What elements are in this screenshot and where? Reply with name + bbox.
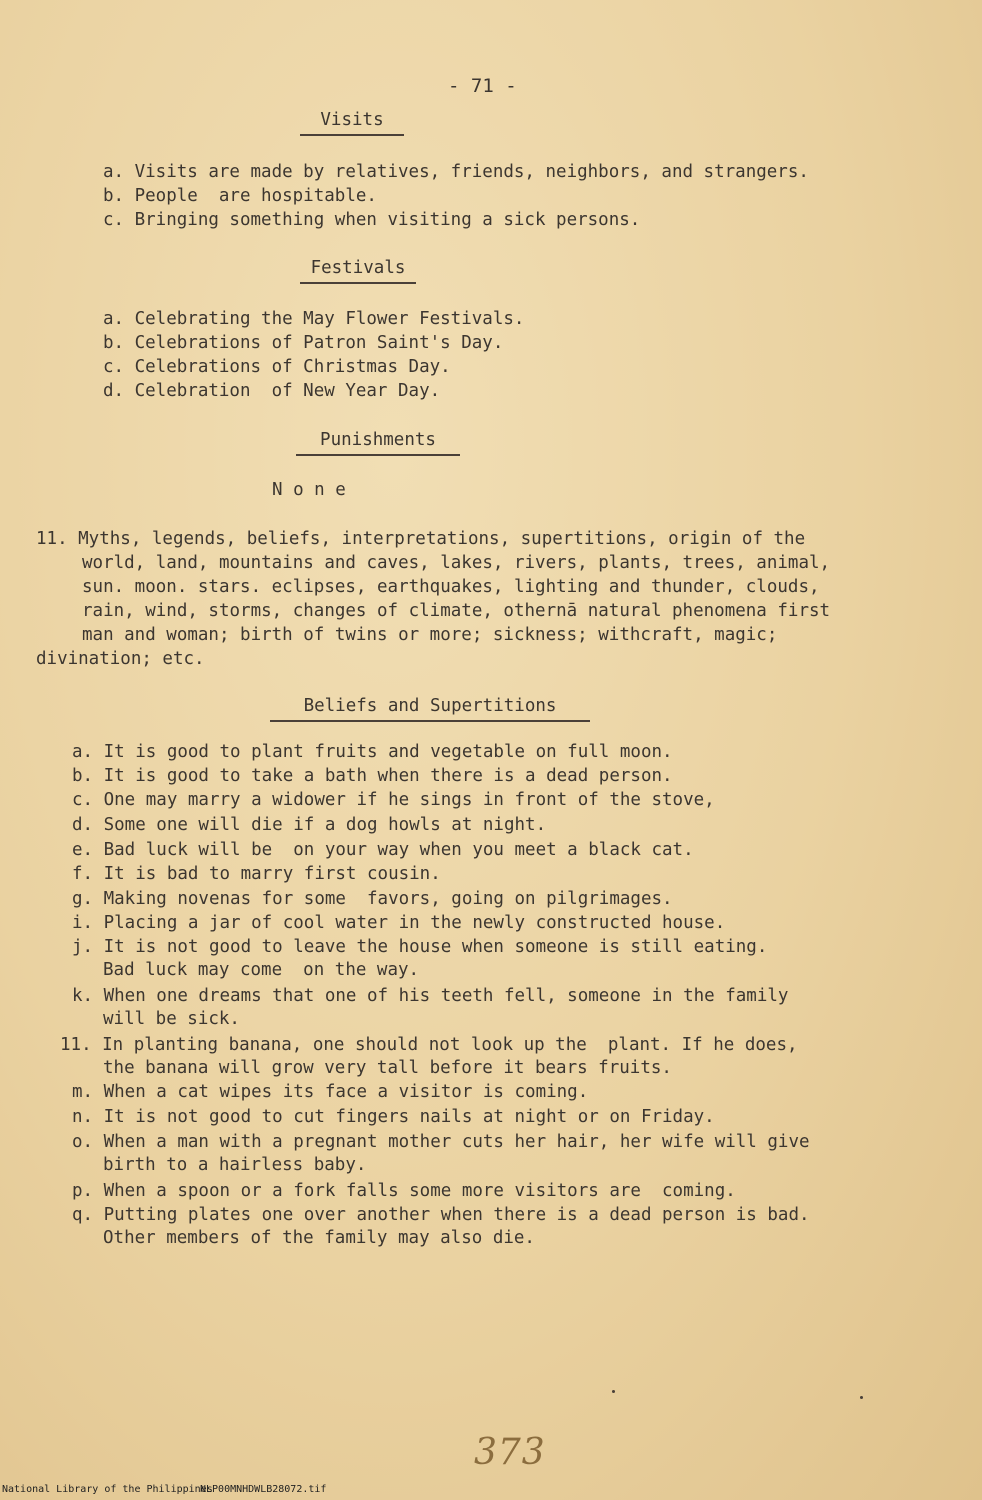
belief-o: o. When a man with a pregnant mother cuts her hair, her wife will give (72, 1132, 810, 1152)
belief-k-cont: will be sick. (103, 1009, 240, 1029)
belief-11-cont: the banana will grow very tall before it bears fruits. (103, 1058, 672, 1078)
section-11-line-4: rain, wind, storms, changes of climate, othernā natural phenomena first (82, 601, 831, 621)
belief-g: g. Making novenas for some favors, going on pilgrimages. (72, 889, 673, 909)
festivals-heading-underline (300, 282, 416, 284)
punishments-heading-text: Punishments (320, 430, 436, 450)
belief-c: c. One may marry a widower if he sings in front of the stove, (72, 790, 715, 810)
belief-11: 11. In planting banana, one should not look up the plant. If he does, (60, 1035, 798, 1055)
section-11-line-2: world, land, mountains and caves, lakes, rivers, plants, trees, animal, (82, 553, 831, 573)
belief-p: p. When a spoon or a fork falls some more visitors are coming. (72, 1181, 736, 1201)
belief-m: m. When a cat wipes its face a visitor is coming. (72, 1082, 589, 1102)
visits-item-a: a. Visits are made by relatives, friends, neighbors, and strangers. (103, 162, 809, 182)
belief-q-cont: Other members of the family may also die. (103, 1228, 535, 1248)
belief-e: e. Bad luck will be on your way when you meet a black cat. (72, 840, 694, 860)
festivals-heading-text: Festivals (310, 258, 406, 278)
festivals-item-a: a. Celebrating the May Flower Festivals. (103, 309, 525, 329)
footer-library: National Library of the Philippines (2, 1484, 213, 1495)
festivals-heading (300, 256, 416, 284)
beliefs-heading-underline (270, 720, 590, 722)
visits-heading (300, 108, 404, 136)
belief-b: b. It is good to take a bath when there is a dead person. (72, 766, 673, 786)
section-11-line-1: 11. Myths, legends, beliefs, interpretations, supertitions, origin of the (36, 529, 806, 549)
visits-heading-text: Visits (320, 110, 384, 130)
belief-d: d. Some one will die if a dog howls at night. (72, 815, 547, 835)
beliefs-heading (270, 694, 590, 722)
belief-q: q. Putting plates one over another when there is a dead person is bad. (72, 1205, 810, 1225)
stray-mark (612, 1390, 615, 1393)
page-number: - 71 - (448, 75, 517, 97)
festivals-item-c: c. Celebrations of Christmas Day. (103, 357, 451, 377)
footer-filename: NLP00MNHDWLB28072.tif (200, 1484, 327, 1495)
visits-item-b: b. People are hospitable. (103, 186, 377, 206)
visits-item-c: c. Bringing something when visiting a sick persons. (103, 210, 641, 230)
punishments-heading (296, 428, 460, 456)
belief-k: k. When one dreams that one of his teeth fell, someone in the family (72, 986, 789, 1006)
handwritten-page-number: 373 (474, 1432, 546, 1473)
belief-j: j. It is not good to leave the house when someone is still eating. (72, 937, 768, 957)
belief-a: a. It is good to plant fruits and vegetable on full moon. (72, 742, 673, 762)
section-11-line-5: man and woman; birth of twins or more; sickness; withcraft, magic; (82, 625, 778, 645)
section-11-line-6: divination; etc. (36, 649, 205, 669)
stray-mark (860, 1396, 863, 1399)
beliefs-heading-text: Beliefs and Supertitions (303, 696, 557, 716)
belief-o-cont: birth to a hairless baby. (103, 1155, 367, 1175)
punishments-heading-underline (296, 454, 460, 456)
visits-heading-underline (300, 134, 404, 136)
belief-j-cont: Bad luck may come on the way. (103, 960, 420, 980)
belief-i: i. Placing a jar of cool water in the newly constructed house. (72, 913, 726, 933)
belief-f: f. It is bad to marry first cousin. (72, 864, 441, 884)
festivals-item-b: b. Celebrations of Patron Saint's Day. (103, 333, 504, 353)
section-11-line-3: sun. moon. stars. eclipses, earthquakes, lighting and thunder, clouds, (82, 577, 820, 597)
punishments-value: N o n e (272, 480, 346, 500)
belief-n: n. It is not good to cut fingers nails at night or on Friday. (72, 1107, 715, 1127)
festivals-item-d: d. Celebration of New Year Day. (103, 381, 441, 401)
